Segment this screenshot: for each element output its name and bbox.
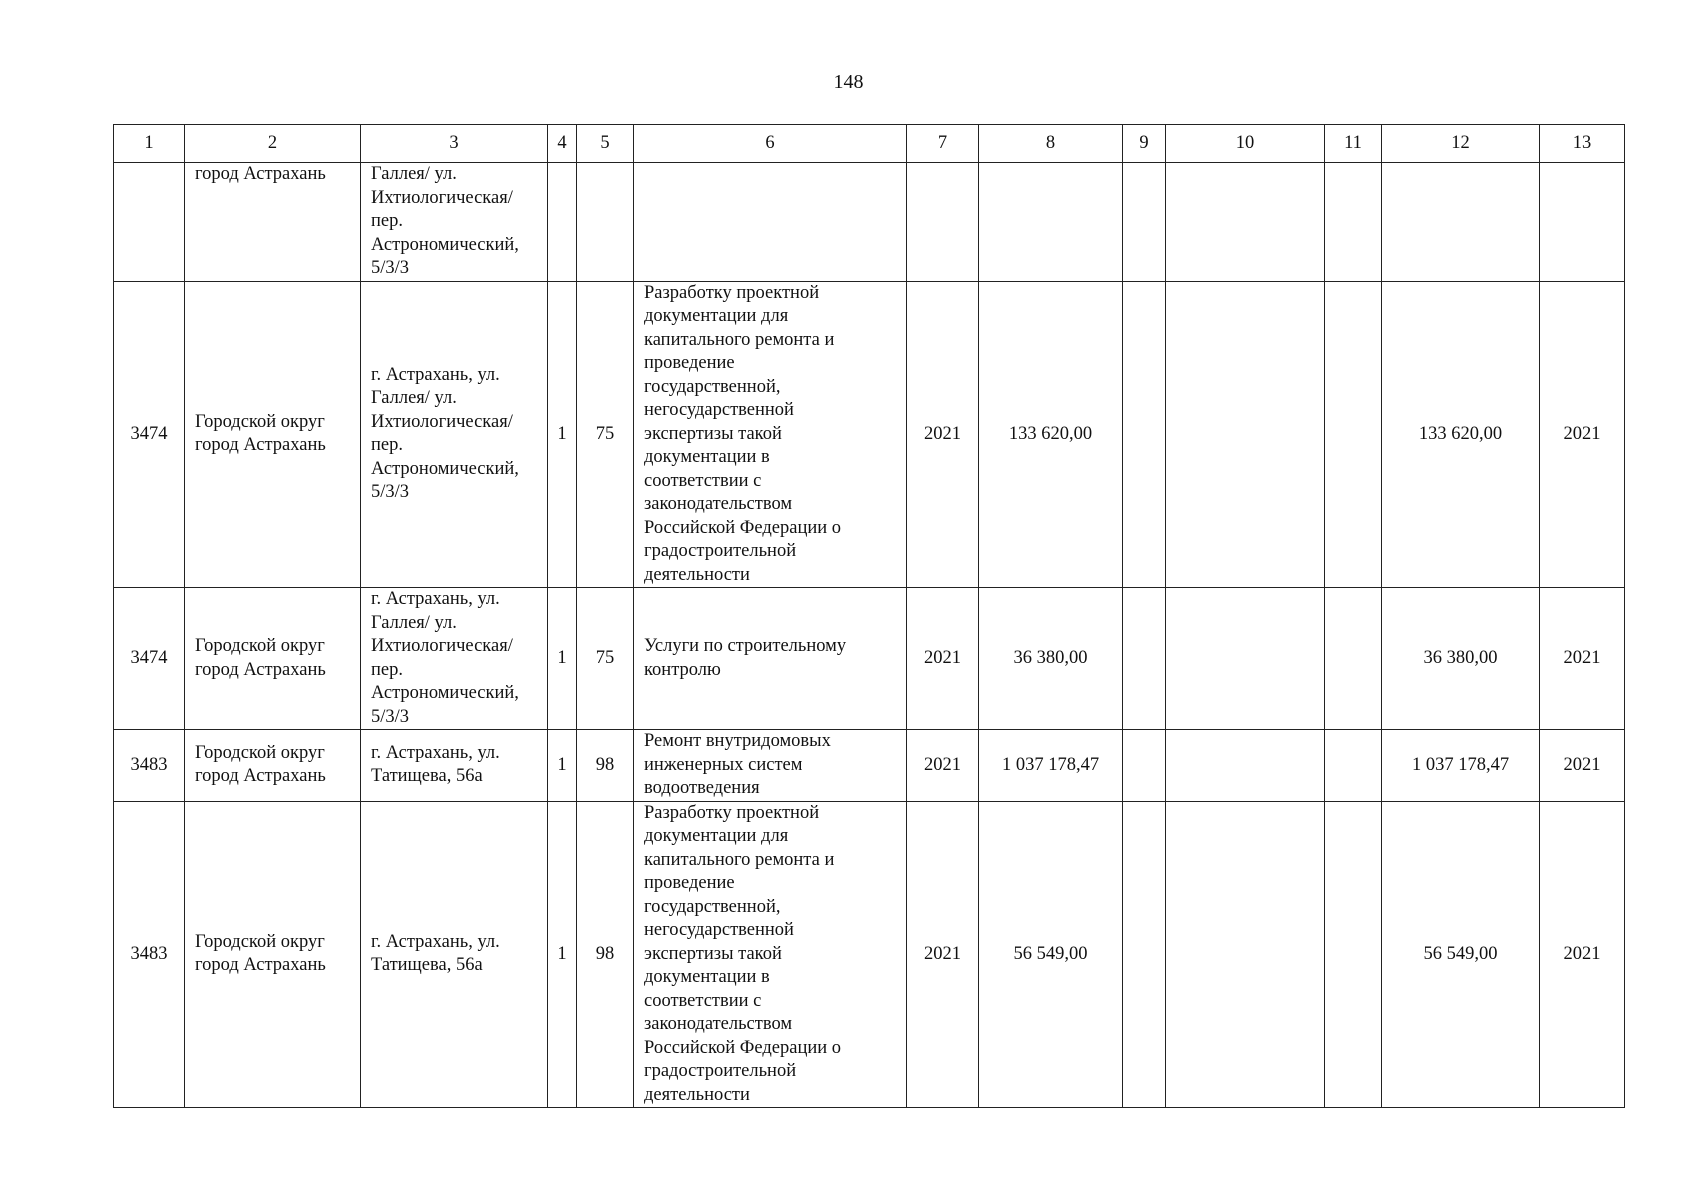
cell-col-9 [1123, 281, 1166, 588]
table-row [114, 588, 1625, 730]
cell-col-5: 75 [577, 588, 634, 730]
cell-work-type: Разработку проектной документации для капитального ремонта и проведение государственной, негосударственной экспертизы такой документации в соответствии с законодательством Российской Федерации о градостроительной деятельности [634, 801, 907, 1108]
cell-col-12: 36 380,00 [1382, 588, 1540, 730]
cell-year: 2021 [907, 801, 979, 1108]
cell-cost: 1 037 178,47 [979, 730, 1123, 802]
cell-cost: 133 620,00 [979, 281, 1123, 588]
cell-col-9 [1123, 588, 1166, 730]
column-header: 4 [548, 125, 577, 163]
cell-col-10 [1166, 281, 1325, 588]
cell-year: 2021 [907, 730, 979, 802]
cell-col-4: 1 [548, 801, 577, 1108]
table-row [114, 163, 1625, 282]
cell-municipality: Городской округ город Астрахань [185, 588, 361, 730]
cell-municipality: Городской округ город Астрахань [185, 801, 361, 1108]
cell-object-number: 3483 [114, 801, 185, 1108]
column-header: 6 [634, 125, 907, 163]
column-header: 5 [577, 125, 634, 163]
column-header: 2 [185, 125, 361, 163]
column-header: 9 [1123, 125, 1166, 163]
cell-work-type [634, 163, 907, 282]
cell-col-13: 2021 [1540, 281, 1625, 588]
cell-col-12 [1382, 163, 1540, 282]
cell-address: Галлея/ ул. Ихтиологическая/ пер. Астрономический, 5/3/3 [361, 163, 548, 282]
cell-year: 2021 [907, 281, 979, 588]
cell-col-11 [1325, 281, 1382, 588]
cell-col-4 [548, 163, 577, 282]
cell-address: г. Астрахань, ул. Галлея/ ул. Ихтиологическая/ пер. Астрономический, 5/3/3 [361, 281, 548, 588]
cell-address: г. Астрахань, ул. Татищева, 56а [361, 730, 548, 802]
cell-object-number: 3474 [114, 588, 185, 730]
cell-cost: 56 549,00 [979, 801, 1123, 1108]
cell-object-number: 3483 [114, 730, 185, 802]
cell-col-12: 133 620,00 [1382, 281, 1540, 588]
column-number-header-row [114, 125, 1625, 163]
cell-col-10 [1166, 588, 1325, 730]
capital-repair-table [113, 124, 1625, 1108]
cell-object-number [114, 163, 185, 282]
cell-work-type: Ремонт внутридомовых инженерных систем водоотведения [634, 730, 907, 802]
cell-col-4: 1 [548, 730, 577, 802]
table-row [114, 281, 1625, 588]
cell-work-type: Разработку проектной документации для капитального ремонта и проведение государственной, негосударственной экспертизы такой документации в соответствии с законодательством Российской Федерации о градостроительной деятельности [634, 281, 907, 588]
table-row [114, 730, 1625, 802]
column-header: 12 [1382, 125, 1540, 163]
cell-object-number: 3474 [114, 281, 185, 588]
column-header: 13 [1540, 125, 1625, 163]
cell-address: г. Астрахань, ул. Татищева, 56а [361, 801, 548, 1108]
cell-col-12: 56 549,00 [1382, 801, 1540, 1108]
cell-year [907, 163, 979, 282]
cell-col-12: 1 037 178,47 [1382, 730, 1540, 802]
cell-col-11 [1325, 730, 1382, 802]
column-header: 7 [907, 125, 979, 163]
cell-col-10 [1166, 801, 1325, 1108]
cell-col-5 [577, 163, 634, 282]
cell-col-10 [1166, 163, 1325, 282]
cell-col-5: 75 [577, 281, 634, 588]
cell-col-9 [1123, 163, 1166, 282]
cell-col-11 [1325, 588, 1382, 730]
cell-col-11 [1325, 801, 1382, 1108]
cell-col-11 [1325, 163, 1382, 282]
cell-address: г. Астрахань, ул. Галлея/ ул. Ихтиологическая/ пер. Астрономический, 5/3/3 [361, 588, 548, 730]
cell-col-4: 1 [548, 588, 577, 730]
cell-municipality: город Астрахань [185, 163, 361, 282]
cell-col-5: 98 [577, 730, 634, 802]
cell-cost: 36 380,00 [979, 588, 1123, 730]
column-header: 1 [114, 125, 185, 163]
cell-cost [979, 163, 1123, 282]
cell-col-10 [1166, 730, 1325, 802]
cell-col-13: 2021 [1540, 801, 1625, 1108]
cell-year: 2021 [907, 588, 979, 730]
column-header: 8 [979, 125, 1123, 163]
cell-col-4: 1 [548, 281, 577, 588]
cell-municipality: Городской округ город Астрахань [185, 730, 361, 802]
cell-col-5: 98 [577, 801, 634, 1108]
cell-work-type: Услуги по строительному контролю [634, 588, 907, 730]
cell-col-13: 2021 [1540, 588, 1625, 730]
table-row [114, 801, 1625, 1108]
column-header: 3 [361, 125, 548, 163]
column-header: 10 [1166, 125, 1325, 163]
page-number: 148 [833, 71, 864, 93]
cell-col-13 [1540, 163, 1625, 282]
cell-col-9 [1123, 730, 1166, 802]
cell-municipality: Городской округ город Астрахань [185, 281, 361, 588]
cell-col-9 [1123, 801, 1166, 1108]
cell-col-13: 2021 [1540, 730, 1625, 802]
column-header: 11 [1325, 125, 1382, 163]
